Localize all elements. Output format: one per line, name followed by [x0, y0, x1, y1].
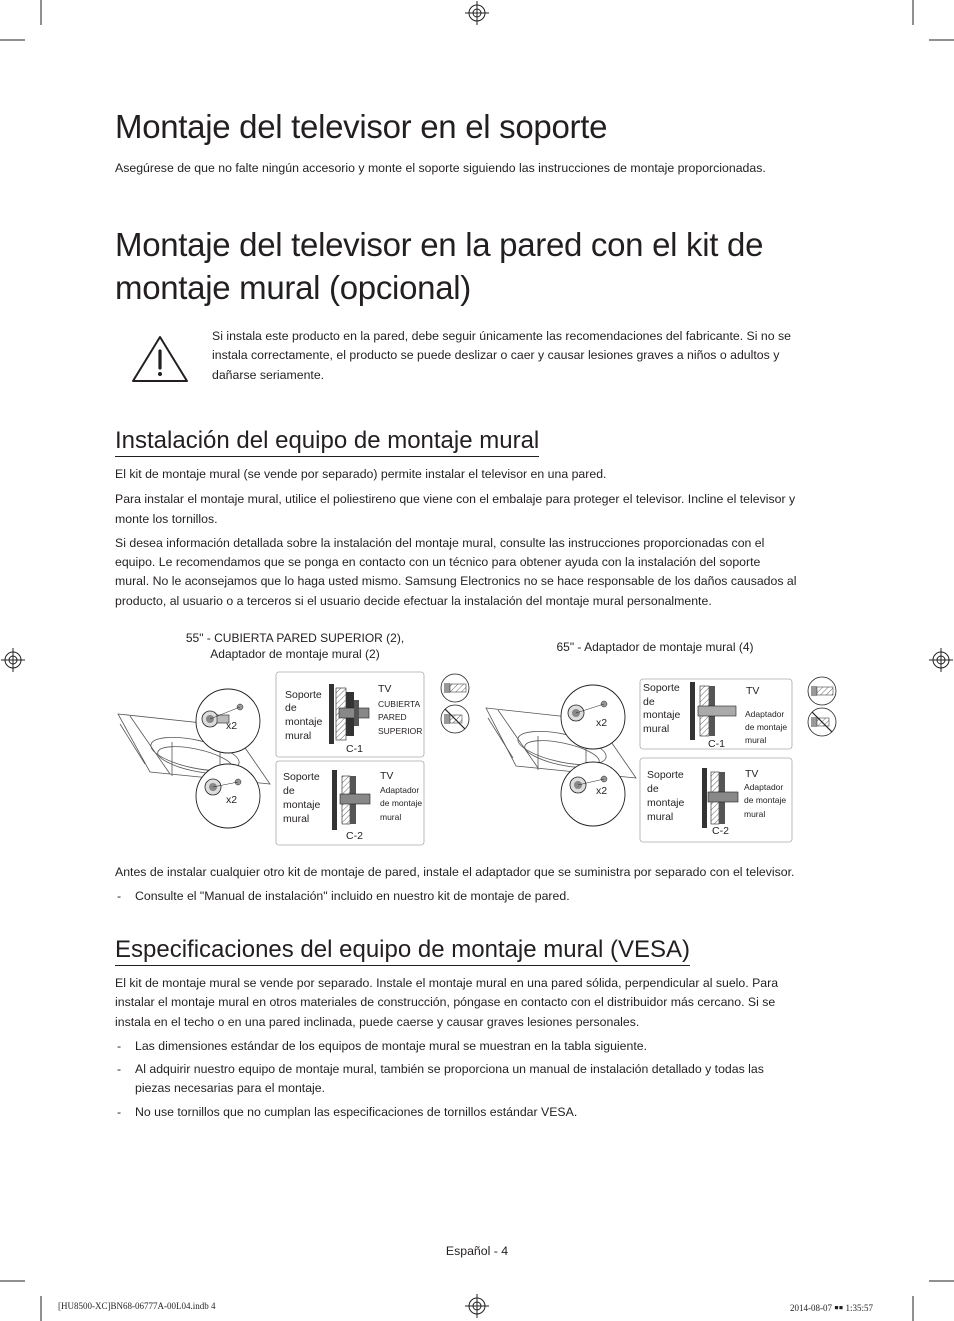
heading-wall-mount: Montaje del televisor en la pared con el kit de montaje mural (opcional) [115, 226, 764, 306]
zoom-circle-bottom-55 [196, 764, 260, 828]
svg-text:Adaptador: Adaptador [380, 785, 420, 795]
svg-text:montaje: montaje [283, 799, 321, 811]
screw-prohibited-icon-55 [441, 705, 469, 733]
page-number: Español - 4 [445, 1244, 509, 1258]
figure-caption-55: 55" - CUBIERTA PARED SUPERIOR (2), Adaptador de montaje mural (2) [185, 631, 405, 661]
svg-text:TV: TV [745, 768, 759, 780]
svg-text:Soporte: Soporte [283, 771, 320, 783]
svg-text:PARED: PARED [378, 712, 407, 722]
install-text: El kit de montaje mural (se vende por separado) permite instalar el televisor en una pared. Para instalar el montaje mural, utilice el poliestireno que viene con el embalaje para proteger el televisor. Incline el televisor y monte los tornillos. Si desea información detallada sobre la instalación del montaje mural, consulte las instrucciones proporcionadas con el equipo. Le recomendamos que se ponga en contacto con un técnico para obtener ayuda con la instalación del soporte mural. No le aconsejamos que lo haga usted mismo. Samsung Electronics no se hace responsable de los daños causados al producto, al usuario o a terceros si el usuario decide efectuar la instalación del montaje mural personalmente. [115, 467, 797, 608]
svg-text:TV: TV [746, 685, 760, 697]
svg-text:C-2: C-2 [346, 830, 363, 842]
svg-text:de: de [647, 783, 659, 795]
svg-text:Soporte: Soporte [643, 682, 680, 694]
registration-mark-top [465, 1, 489, 25]
heading-install-wall-mount: Instalación del equipo de montaje mural [115, 427, 539, 456]
detail-box-c1-65 [640, 679, 792, 750]
footer-timestamp: 2014-08-07 ￭￭ 1:35:57 [790, 1303, 873, 1313]
svg-text:mural: mural [744, 809, 766, 819]
svg-text:de: de [285, 702, 297, 714]
detail-box-c1-55 [276, 672, 424, 757]
footer-filename: [HU8500-XC]BN68-06777A-00L04.indb 4 [58, 1301, 216, 1311]
svg-text:Soporte: Soporte [647, 769, 684, 781]
svg-text:TV: TV [378, 683, 392, 695]
svg-text:x2: x2 [596, 785, 608, 797]
svg-text:C-1: C-1 [708, 738, 725, 750]
screw-prohibited-icon-65 [808, 708, 836, 736]
svg-text:montaje: montaje [285, 716, 323, 728]
warning-text: Si instala este producto en la pared, debe seguir únicamente las recomendaciones del fabricante. Si no se instala correctamente, el producto se puede deslizar o caer y causar lesiones graves a niños o adultos y dañarse seriamente. [212, 329, 791, 382]
stand-instructions: Asegúrese de que no falte ningún accesorio y monte el soporte siguiendo las instrucciones de montaje proporcionadas. [115, 161, 766, 175]
svg-text:de montaje: de montaje [380, 798, 423, 808]
zoom-circle-top-55 [196, 689, 260, 753]
detail-box-c2-55 [276, 761, 424, 845]
svg-text:mural: mural [380, 812, 402, 822]
svg-text:de montaje: de montaje [745, 722, 788, 732]
svg-text:SUPERIOR: SUPERIOR [378, 726, 423, 736]
svg-text:montaje: montaje [643, 709, 681, 721]
svg-text:TV: TV [380, 770, 394, 782]
svg-text:mural: mural [283, 813, 310, 825]
registration-mark-right [929, 648, 953, 672]
svg-text:mural: mural [285, 730, 312, 742]
zoom-circle-top-65 [561, 685, 625, 749]
screw-ok-icon-65 [808, 677, 836, 705]
svg-text:mural: mural [745, 735, 767, 745]
svg-text:x2: x2 [226, 794, 238, 806]
registration-mark-bottom [465, 1294, 489, 1318]
wall-mount-diagram [110, 664, 870, 854]
svg-text:mural: mural [647, 811, 674, 823]
svg-text:mural: mural [643, 723, 670, 735]
svg-text:Adaptador: Adaptador [745, 709, 785, 719]
warning-icon [130, 334, 190, 384]
svg-text:Adaptador: Adaptador [744, 782, 784, 792]
screw-ok-icon-55 [441, 674, 469, 702]
svg-text:de: de [643, 696, 655, 708]
figure-caption-65: 65" - Adaptador de montaje mural (4) [556, 640, 754, 654]
zoom-circle-bottom-65 [561, 762, 625, 826]
svg-text:x2: x2 [226, 720, 238, 732]
heading-mount-stand: Montaje del televisor en el soporte [115, 108, 608, 145]
svg-text:C-1: C-1 [346, 743, 363, 755]
registration-mark-left [1, 648, 25, 672]
svg-text:montaje: montaje [647, 797, 685, 809]
adapter-note: Antes de instalar cualquier otro kit de montaje de pared, instale el adaptador que se suministra por separado con el televisor. - Consulte el "Manual de instalación" incluido en nuestro kit de montaje de pared. [115, 863, 845, 907]
vesa-text: El kit de montaje mural se vende por separado. Instale el montaje mural en una pared sólida, perpendicular al suelo. Para instalar el montaje mural en otros materiales de construcción, póngase en contacto con el distribuidor más cercano. Si se instala en el techo o en una pared inclinada, puede caerse y causar graves lesiones personales. - Las dimensiones estándar de los equipos de montaje mural se muestran en la tabla siguiente. - Al adquirir nuestro equipo de montaje mural, también se proporciona un manual de instalación detallado y todas las piezas necesarias para el montaje. - No use tornillos que no cumplan las especificaciones de tornillos estándar VESA. [115, 974, 845, 1122]
heading-vesa: Especificaciones del equipo de montaje mural (VESA) [115, 936, 690, 965]
detail-box-c2-65 [640, 758, 792, 842]
svg-text:Soporte: Soporte [285, 689, 322, 701]
svg-text:de montaje: de montaje [744, 795, 787, 805]
svg-text:x2: x2 [596, 717, 608, 729]
svg-text:C-2: C-2 [712, 825, 729, 837]
svg-text:de: de [283, 785, 295, 797]
svg-text:CUBIERTA: CUBIERTA [378, 699, 421, 709]
